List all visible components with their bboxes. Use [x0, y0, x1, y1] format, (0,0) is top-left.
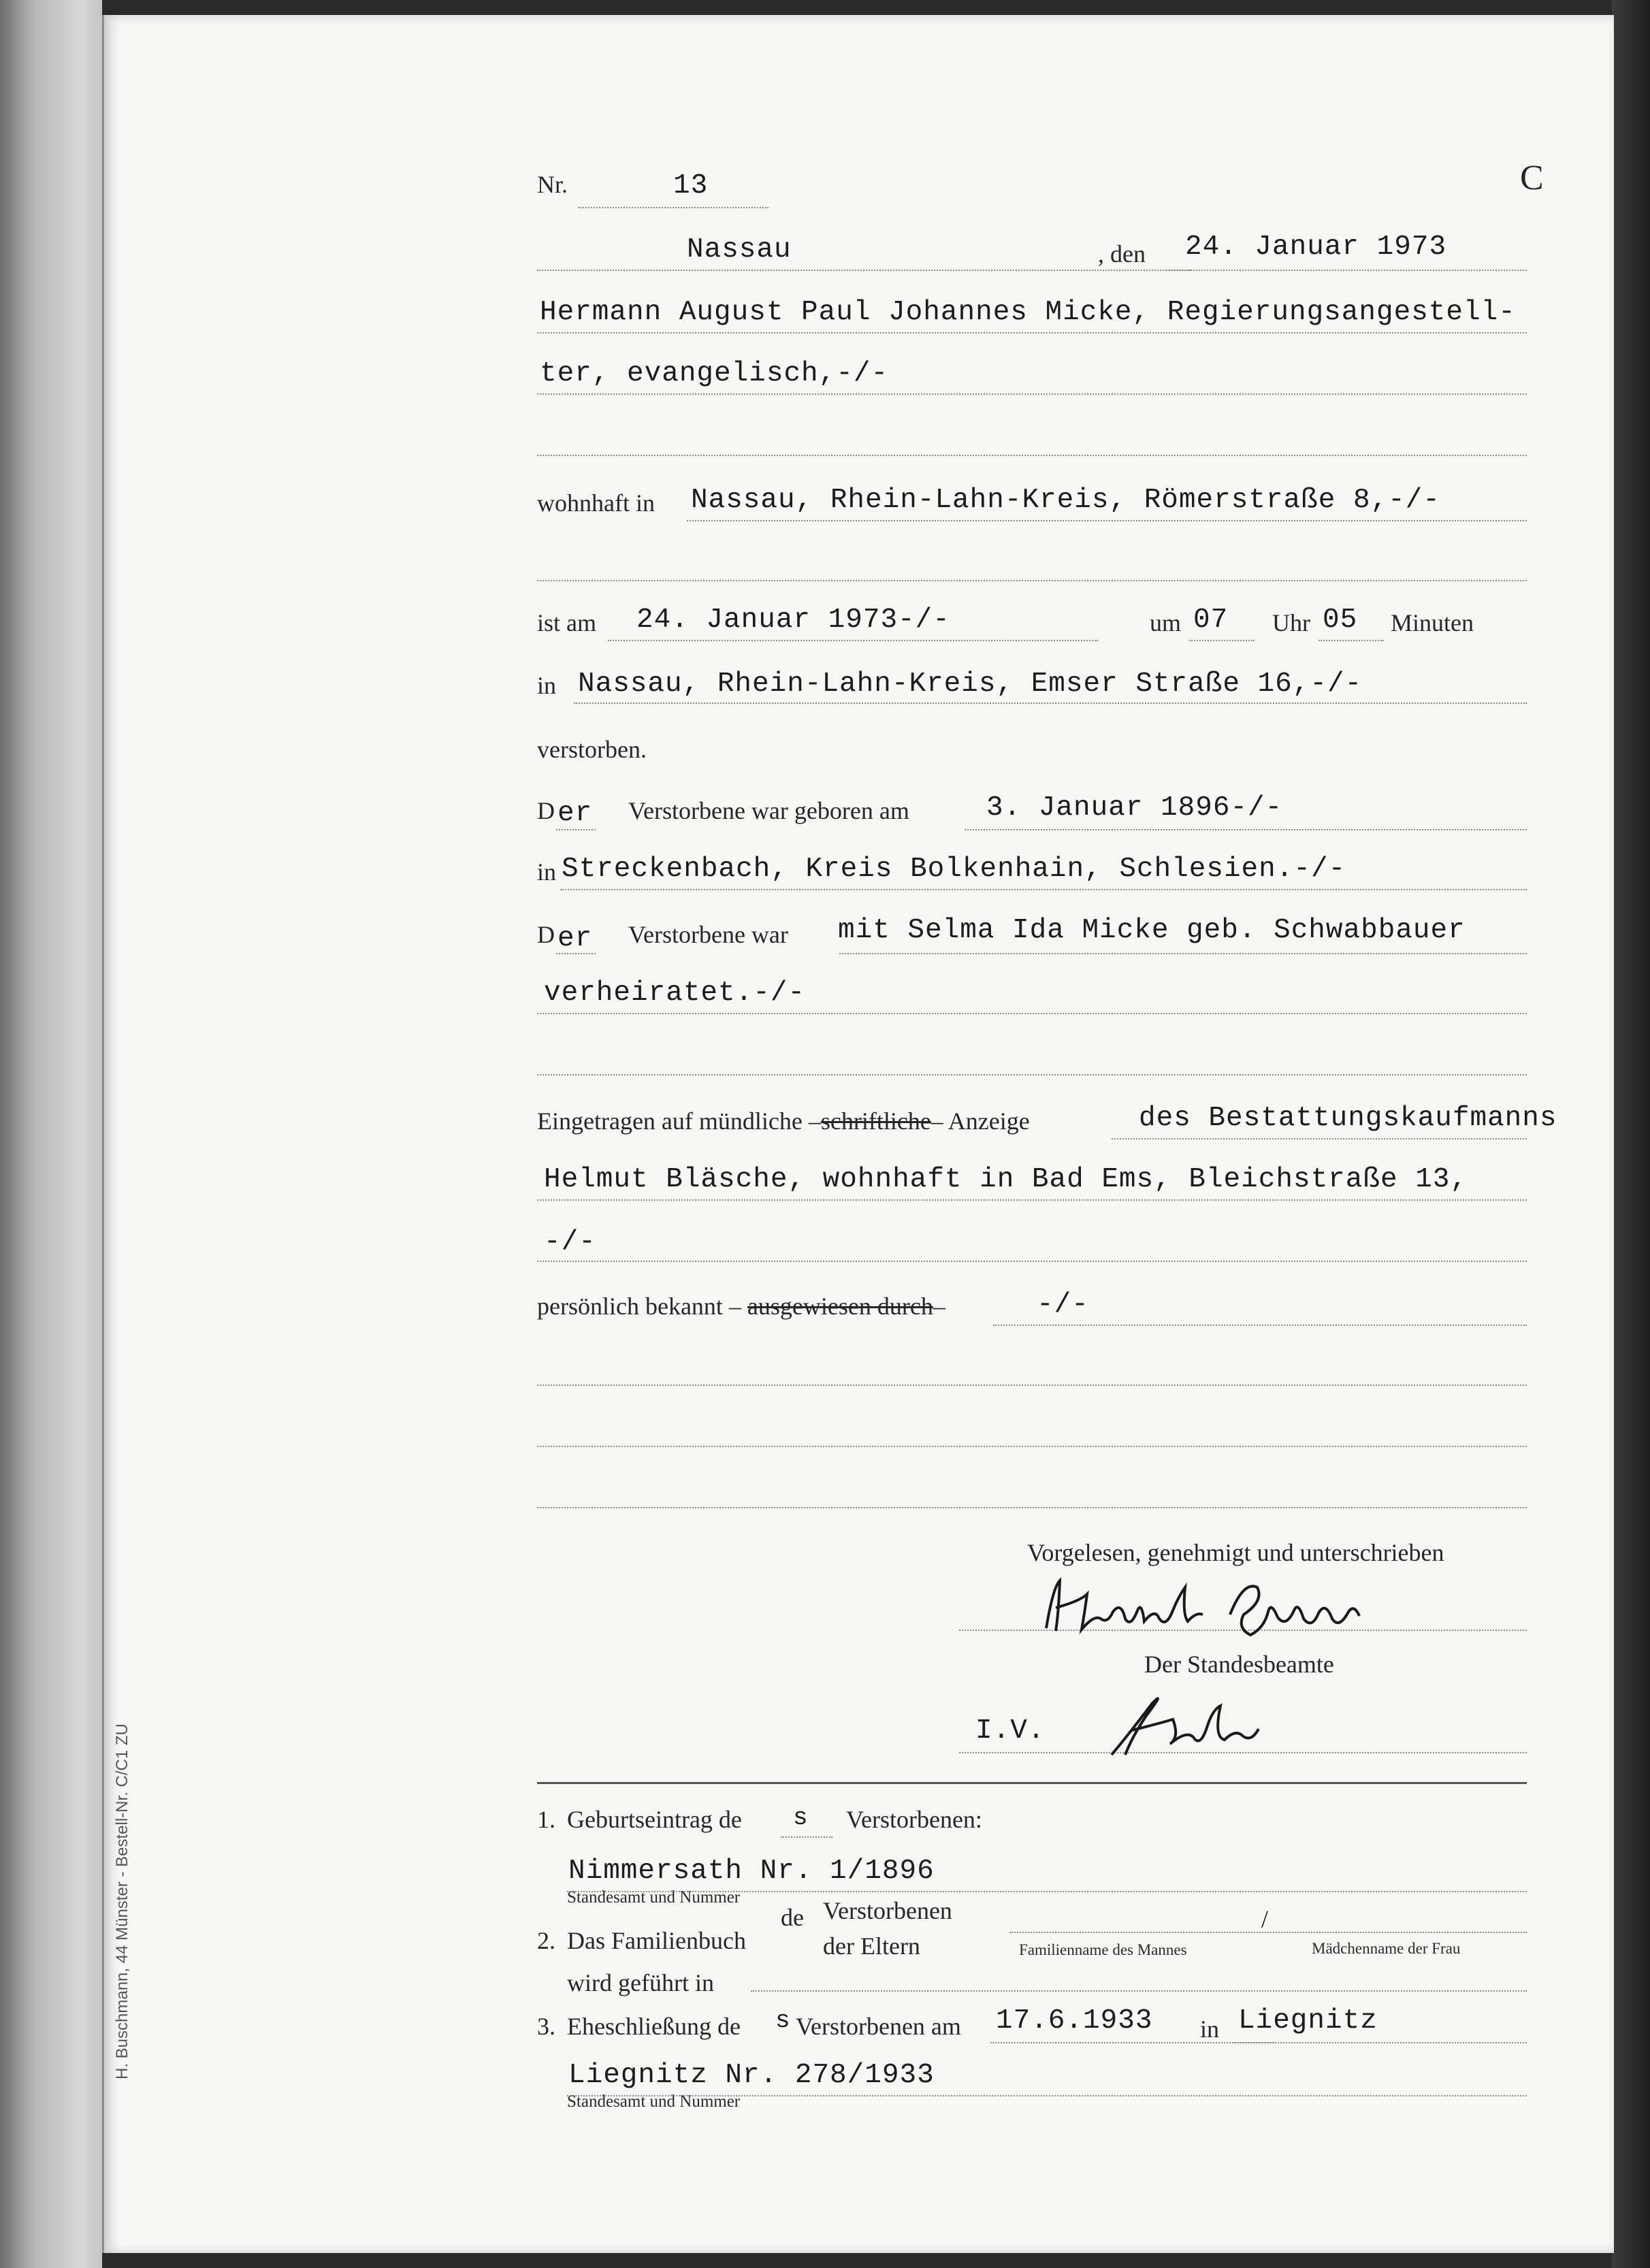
- deceased-name-line1: Hermann August Paul Johannes Micke, Regierungsangestell-: [540, 297, 1516, 328]
- nr-value: 13: [673, 170, 709, 201]
- minuten-label: Minuten: [1391, 609, 1474, 636]
- birth-d-suffix: er: [557, 798, 593, 829]
- residence-value: Nassau, Rhein-Lahn-Kreis, Römerstraße 8,-/-: [691, 485, 1440, 516]
- footnote2-line2: wird geführt in: [567, 1969, 714, 1996]
- footnote2-option-parents: der Eltern: [823, 1932, 920, 1960]
- corner-letter: C: [1520, 159, 1544, 197]
- book-cover-edge: [1612, 0, 1650, 2268]
- birth-d-label: D: [537, 797, 555, 824]
- footnote3-caption: Standesamt und Nummer: [567, 2092, 741, 2111]
- iv-label: I.V.: [975, 1715, 1046, 1747]
- verstorben-label: verstorben.: [537, 736, 647, 763]
- marriage-place: Liegnitz: [1238, 2005, 1378, 2037]
- uhr-label: Uhr: [1272, 609, 1310, 636]
- informant-line3: -/-: [544, 1227, 596, 1258]
- spouse-name: mit Selma Ida Micke geb. Schwabbauer: [838, 915, 1466, 946]
- identification-label: persönlich bekannt – ausgewiesen durch–: [537, 1293, 945, 1320]
- footnote1-label: Geburtseintrag de: [567, 1806, 742, 1833]
- footnote1-number: 1.: [537, 1806, 555, 1833]
- death-hour: 07: [1193, 604, 1229, 636]
- registrar-signature: [1105, 1689, 1282, 1764]
- footnote2-slash: /: [1261, 1905, 1269, 1932]
- marriage-label: Verstorbene war: [628, 921, 788, 948]
- registration-date: 24. Januar 1973: [1185, 231, 1447, 263]
- footnote3-number: 3.: [537, 2013, 555, 2040]
- registration-label: Eingetragen auf mündliche –schriftliche– Anzeige: [537, 1107, 1030, 1135]
- death-minutes: 05: [1323, 604, 1358, 636]
- approval-text: Vorgelesen, genehmigt und unterschrieben: [1027, 1539, 1444, 1566]
- deceased-name-line2: ter, evangelisch,-/-: [540, 358, 889, 389]
- den-label: , den: [1098, 240, 1146, 268]
- registrar-label: Der Standesbeamte: [1144, 1651, 1334, 1678]
- birth-place-label: in: [537, 858, 557, 886]
- death-place: Nassau, Rhein-Lahn-Kreis, Emser Straße 16,-/-: [578, 668, 1363, 700]
- marriage-d-suffix: er: [557, 923, 593, 954]
- marriage-d-label: D: [537, 921, 555, 948]
- identification-value: -/-: [1037, 1289, 1089, 1321]
- footnote2-label: Das Familienbuch: [567, 1927, 746, 1954]
- register-page: [102, 15, 1614, 2253]
- informant-line2: Helmut Bläsche, wohnhaft in Bad Ems, Bleichstraße 13,: [544, 1164, 1468, 1195]
- footnote1-caption: Standesamt und Nummer: [567, 1888, 741, 1907]
- footnote2-caption-man: Familienname des Mannes: [1019, 1941, 1187, 1958]
- marriage-date: 17.6.1933: [996, 2005, 1153, 2037]
- death-date: 24. Januar 1973-/-: [636, 604, 950, 636]
- death-place-label: in: [537, 672, 557, 699]
- informant-line1: des Bestattungskaufmanns: [1139, 1103, 1557, 1134]
- footnote2-de: de: [781, 1904, 804, 1931]
- place-of-registration: Nassau: [687, 234, 792, 265]
- footnote1-suffix: Verstorbenen:: [846, 1806, 982, 1833]
- birth-register-entry: Nimmersath Nr. 1/1896: [568, 1856, 935, 1887]
- printer-imprint: H. Buschmann, 44 Münster - Bestell-Nr. C/C1 ZU: [113, 1723, 131, 2079]
- left-page-edge: [0, 0, 102, 2268]
- ist-am-label: ist am: [537, 609, 596, 636]
- nr-label: Nr.: [537, 171, 568, 198]
- marital-status: verheiratet.-/-: [544, 977, 806, 1009]
- birth-place: Streckenbach, Kreis Bolkenhain, Schlesien.-/-: [562, 854, 1346, 885]
- birth-label: Verstorbene war geboren am: [628, 797, 909, 824]
- footnote2-number: 2.: [537, 1927, 555, 1954]
- um-label: um: [1150, 609, 1182, 636]
- footnote1-fill: s: [793, 1804, 809, 1832]
- footnote3-label: Eheschließung de: [567, 2013, 741, 2040]
- birth-date: 3. Januar 1896-/-: [986, 792, 1283, 824]
- residence-label: wohnhaft in: [537, 489, 655, 517]
- footnote2-caption-woman: Mädchenname der Frau: [1312, 1940, 1461, 1957]
- footnote3-suffix: Verstorbenen am: [796, 2013, 961, 2040]
- marriage-register-entry: Liegnitz Nr. 278/1933: [568, 2060, 935, 2091]
- footnote2-option-deceased: Verstorbenen: [823, 1897, 952, 1924]
- footnote3-fill: s: [775, 2007, 791, 2035]
- informant-signature: [1039, 1574, 1393, 1642]
- footnote3-in: in: [1200, 2015, 1220, 2043]
